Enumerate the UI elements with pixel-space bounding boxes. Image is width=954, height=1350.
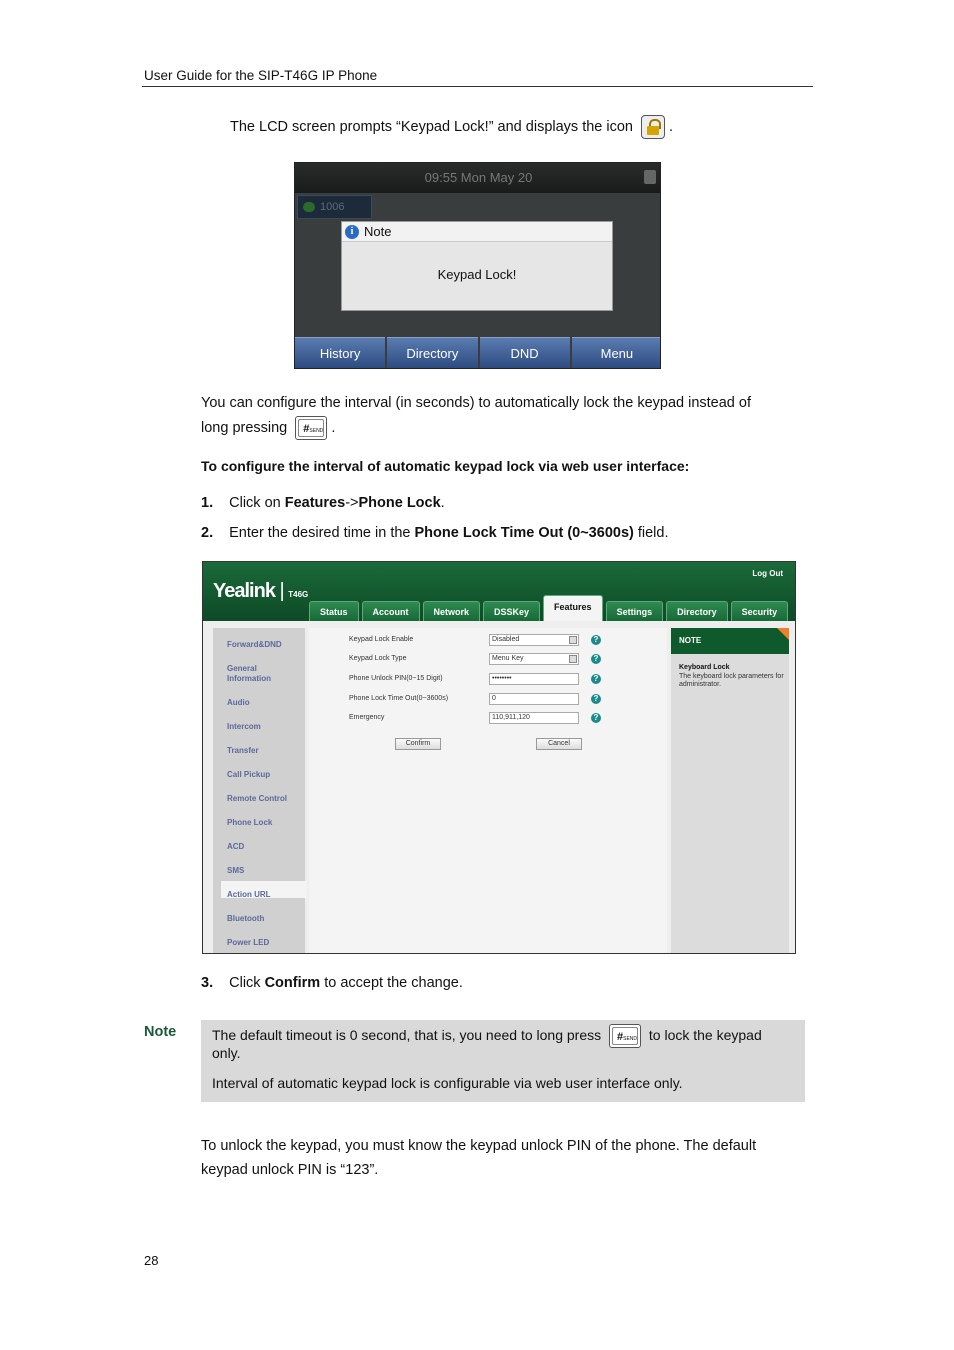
lcd-line-label: 1006 <box>320 201 345 213</box>
note-line1a: The default timeout is 0 second, that is, you need to long press <box>212 1027 602 1043</box>
para-interval-line1: You can configure the interval (in seconds) to automatically lock the keypad instead of <box>201 395 751 411</box>
field-label-keypad-lock-type: Keypad Lock Type <box>349 655 407 662</box>
intro-end: . <box>669 119 674 135</box>
step-3-num: 3. <box>201 975 214 991</box>
help-icon: ? <box>591 654 601 664</box>
info-icon: i <box>345 225 359 239</box>
final-line2: keypad unlock PIN is “123”. <box>201 1162 379 1178</box>
step-2 <box>201 521 669 545</box>
procedure-heading: To configure the interval of automatic keypad lock via web user interface: <box>201 458 690 474</box>
sidebar-item-audio: Audio <box>227 698 250 707</box>
logo-model: T46G <box>288 590 309 599</box>
web-form-area <box>309 628 667 954</box>
softkey-dnd: DND <box>480 337 570 369</box>
sidebar-item-transfer: Transfer <box>227 746 259 755</box>
pound-key-sub: SEND <box>623 1036 638 1043</box>
step-1-phone-lock: Phone Lock <box>358 495 441 511</box>
pound-send-key-icon <box>609 1024 641 1048</box>
logout-link: Log Out <box>752 569 783 578</box>
tab-network: Network <box>423 601 481 621</box>
corner-fold-icon <box>777 628 789 640</box>
step-1-arrow: -> <box>345 495 359 511</box>
running-header: User Guide for the SIP-T46G IP Phone <box>144 68 378 83</box>
para-interval-line2 <box>201 416 335 440</box>
field-emergency: 110,911,120 <box>489 712 579 724</box>
field-lock-time-out: 0 <box>489 693 579 705</box>
field-label-emergency: Emergency <box>349 714 385 721</box>
tab-dsskey: DSSKey <box>483 601 540 621</box>
web-header <box>203 562 795 621</box>
tab-account: Account <box>362 601 420 621</box>
sidebar-item-information: Information <box>227 674 271 683</box>
header-rule <box>142 86 813 87</box>
intro-text: The LCD screen prompts “Keypad Lock!” and displays the icon <box>230 119 633 135</box>
step-3-post: to accept the change. <box>320 975 463 991</box>
intro-line <box>230 115 673 139</box>
sidebar-item-bluetooth: Bluetooth <box>227 914 265 923</box>
sidebar-item-phone-lock: Phone Lock <box>227 818 273 827</box>
field-keypad-lock-enable <box>489 634 579 646</box>
note-line1b: to lock the keypad <box>648 1027 762 1043</box>
lcd-screen <box>294 162 661 369</box>
step-1 <box>201 491 445 515</box>
field-label-keypad-lock-enable: Keypad Lock Enable <box>349 636 414 643</box>
help-icon: ? <box>591 713 601 723</box>
softkey-menu: Menu <box>572 337 661 369</box>
note-box <box>201 1020 805 1102</box>
pound-key-sub: SEND <box>309 428 324 435</box>
lock-status-icon <box>644 170 656 184</box>
help-icon: ? <box>591 635 601 645</box>
sidebar-item-acd: ACD <box>227 842 245 851</box>
cancel-button: Cancel <box>536 738 582 750</box>
lock-icon <box>641 115 665 139</box>
tab-directory: Directory <box>666 601 728 621</box>
chevron-down-icon <box>569 636 577 644</box>
step-2-pre: Enter the desired time in the <box>229 525 415 541</box>
tab-features: Features <box>543 595 603 621</box>
step-3 <box>201 971 463 995</box>
pound-key-glyph: # <box>303 423 310 436</box>
logo-text: Yealink <box>213 580 275 602</box>
sidebar-item-power-led: Power LED <box>227 938 270 947</box>
note-line2: Interval of automatic keypad lock is configurable via web user interface only. <box>212 1075 683 1091</box>
pound-send-key-icon <box>295 416 327 440</box>
lcd-note-dialog <box>341 221 613 311</box>
help-icon: ? <box>591 694 601 704</box>
lcd-softkeys <box>295 337 661 369</box>
note-panel-title: NOTE <box>671 628 789 654</box>
field-keypad-lock-type <box>489 653 579 665</box>
sidebar-item-action-url: Action URL <box>227 890 271 899</box>
note-line1c: only. <box>212 1045 241 1061</box>
para-interval-line2-text: long pressing <box>201 420 288 436</box>
final-line1: To unlock the keypad, you must know the keypad unlock PIN of the phone. The default <box>201 1138 757 1154</box>
help-icon: ? <box>591 674 601 684</box>
lcd-time: 09:55 Mon May 20 <box>424 170 533 185</box>
step-2-post: field. <box>633 525 669 541</box>
pound-key-glyph: # <box>617 1031 624 1044</box>
lcd-dialog-title <box>342 222 612 242</box>
lcd-status-bar <box>295 163 661 193</box>
note-panel-text: The keyboard lock parameters for administrator. <box>679 673 784 688</box>
field-label-unlock-pin: Phone Unlock PIN(0~15 Digit) <box>349 675 443 682</box>
sidebar-item-sms: SMS <box>227 866 245 875</box>
web-note-panel <box>671 628 789 954</box>
para-interval-end: . <box>331 420 336 436</box>
page-number: 28 <box>144 1253 159 1268</box>
step-3-confirm: Confirm <box>264 975 321 991</box>
tab-settings: Settings <box>606 601 664 621</box>
step-1-pre: Click on <box>229 495 285 511</box>
sidebar-item-call-pickup: Call Pickup <box>227 770 271 779</box>
lcd-line-key <box>297 195 372 219</box>
tab-status: Status <box>309 601 359 621</box>
tab-security: Security <box>731 601 789 621</box>
web-tabs <box>309 600 788 621</box>
confirm-button: Confirm <box>395 738 441 750</box>
phone-icon <box>303 202 315 212</box>
sidebar-item-intercom: Intercom <box>227 722 261 731</box>
chevron-down-icon <box>569 655 577 663</box>
step-1-post: . <box>440 495 445 511</box>
field-unlock-pin: •••••••• <box>489 673 579 685</box>
note-panel-heading: Keyboard Lock <box>679 664 730 671</box>
sidebar-item-remote-control: Remote Control <box>227 794 287 803</box>
web-ui-screenshot <box>202 561 796 954</box>
step-1-num: 1. <box>201 495 214 511</box>
lcd-dialog-message: Keypad Lock! <box>437 267 517 282</box>
note-line1 <box>212 1023 802 1048</box>
field-value-keypad-lock-type: Menu Key <box>492 655 524 662</box>
step-2-num: 2. <box>201 525 214 541</box>
sidebar-item-forward-dnd: Forward&DND <box>227 640 282 649</box>
field-label-lock-time-out: Phone Lock Time Out(0~3600s) <box>349 695 449 702</box>
sidebar-item-general: General <box>227 664 257 673</box>
softkey-directory: Directory <box>387 337 477 369</box>
step-1-features: Features <box>284 495 346 511</box>
field-value-keypad-lock-enable: Disabled <box>492 636 520 643</box>
lcd-dialog-title-text: Note <box>364 224 392 239</box>
softkey-history: History <box>295 337 385 369</box>
step-3-pre: Click <box>229 975 265 991</box>
step-2-field: Phone Lock Time Out (0~3600s) <box>414 525 634 541</box>
web-sidebar <box>213 628 305 954</box>
note-label: Note <box>144 1024 177 1040</box>
yealink-logo: Yealink | T46G <box>213 580 309 602</box>
